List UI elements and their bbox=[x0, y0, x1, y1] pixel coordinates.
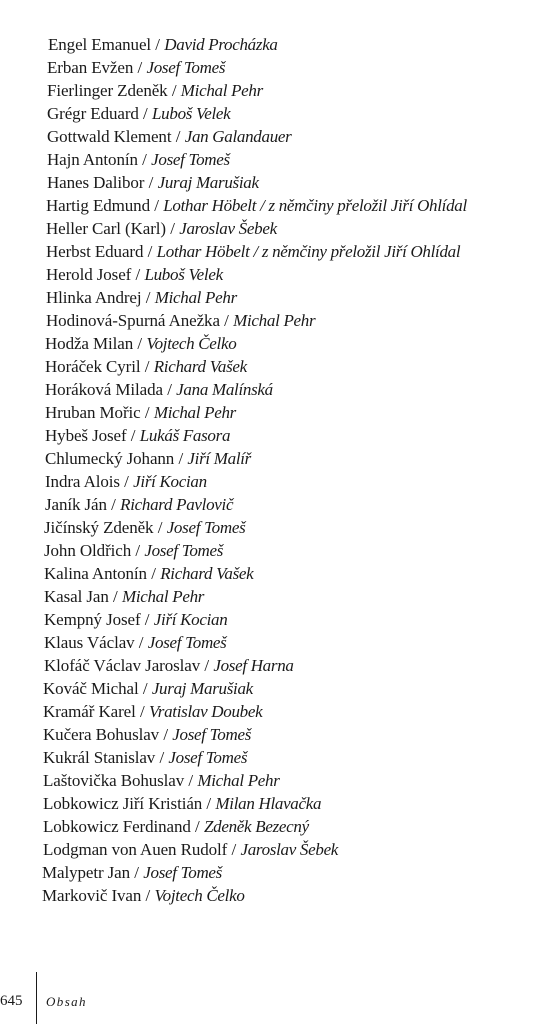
person-name: Hartig Edmund bbox=[46, 196, 150, 215]
contents-entry bbox=[0, 539, 556, 562]
entry-author: Michal Pehr bbox=[153, 403, 236, 422]
contents-entry bbox=[0, 654, 556, 677]
contents-entry bbox=[0, 861, 556, 884]
contents-entry bbox=[0, 79, 556, 102]
person-name: Kramář Karel bbox=[43, 702, 136, 721]
person-name: Engel Emanuel bbox=[48, 35, 152, 54]
contents-entry bbox=[0, 102, 556, 125]
separator: / bbox=[190, 817, 204, 836]
person-name: Klaus Václav bbox=[44, 633, 135, 652]
entry-author: Josef Tomeš bbox=[172, 725, 252, 744]
contents-entry bbox=[0, 562, 556, 585]
separator: / bbox=[200, 656, 214, 675]
contents-entry bbox=[0, 148, 556, 171]
separator: / bbox=[143, 242, 157, 261]
person-name: Grégr Eduard bbox=[47, 104, 139, 123]
separator: / bbox=[138, 679, 152, 698]
entry-author: Michal Pehr bbox=[233, 311, 316, 330]
contents-list bbox=[0, 33, 556, 907]
person-name: John Oldřich bbox=[44, 541, 132, 560]
separator: / bbox=[130, 863, 144, 882]
entry-author: Jana Malínská bbox=[176, 380, 273, 399]
entry-author: Juraj Marušiak bbox=[157, 173, 259, 192]
separator: / bbox=[162, 380, 177, 399]
entry-author: Vojtech Čelko bbox=[154, 886, 245, 905]
person-name: Hlinka Andrej bbox=[46, 288, 142, 307]
contents-entry bbox=[0, 286, 556, 309]
separator: / bbox=[138, 104, 153, 123]
entry-author: Lothar Höbelt / z němčiny přeložil Jiří Ohlídal bbox=[163, 196, 467, 215]
entry-author: Josef Tomeš bbox=[144, 541, 224, 560]
separator: / bbox=[140, 403, 154, 422]
contents-entry bbox=[0, 309, 556, 332]
person-name: Lobkowicz Ferdinand bbox=[43, 817, 191, 836]
entry-author: Michal Pehr bbox=[197, 771, 280, 790]
person-name: Kalina Antonín bbox=[44, 564, 147, 583]
contents-entry bbox=[0, 815, 556, 838]
person-name: Markovič Ivan bbox=[42, 886, 142, 905]
person-name: Janík Ján bbox=[45, 495, 107, 514]
person-name: Kempný Josef bbox=[44, 610, 141, 629]
person-name: Hybeš Josef bbox=[45, 426, 127, 445]
entry-author: Jaroslav Šebek bbox=[240, 840, 339, 859]
person-name: Kukrál Stanislav bbox=[43, 748, 156, 767]
contents-entry bbox=[0, 240, 556, 263]
entry-author: Michal Pehr bbox=[121, 587, 205, 606]
entry-author: Lukáš Fasora bbox=[139, 426, 231, 445]
contents-entry bbox=[0, 631, 556, 654]
entry-author: Luboš Velek bbox=[144, 265, 223, 284]
person-name: Indra Alois bbox=[45, 472, 120, 491]
contents-entry bbox=[0, 171, 556, 194]
separator: / bbox=[184, 771, 198, 790]
separator: / bbox=[167, 81, 181, 100]
contents-entry bbox=[0, 33, 556, 56]
entry-author: Juraj Marušiak bbox=[151, 679, 253, 698]
contents-entry bbox=[0, 125, 556, 148]
person-name: Chlumecký Johann bbox=[45, 449, 175, 468]
separator: / bbox=[140, 610, 154, 629]
entry-author: Michal Pehr bbox=[180, 81, 263, 100]
separator: / bbox=[126, 426, 140, 445]
entry-author: Michal Pehr bbox=[154, 288, 237, 307]
person-name: Hodinová-Spurná Anežka bbox=[46, 311, 220, 330]
contents-entry bbox=[0, 378, 556, 401]
entry-author: Zdeněk Bezecný bbox=[204, 817, 309, 836]
person-name: Jičínský Zdeněk bbox=[44, 518, 154, 537]
contents-entry bbox=[0, 263, 556, 286]
entry-author: Jiří Kocian bbox=[133, 472, 207, 491]
contents-entry bbox=[0, 792, 556, 815]
separator: / bbox=[133, 58, 147, 77]
contents-entry bbox=[0, 56, 556, 79]
entry-author: Josef Tomeš bbox=[147, 633, 227, 652]
separator: / bbox=[141, 886, 155, 905]
entry-author: Josef Tomeš bbox=[166, 518, 246, 537]
person-name: Laštovička Bohuslav bbox=[43, 771, 185, 790]
entry-author: Josef Tomeš bbox=[168, 748, 248, 767]
entry-author: Jaroslav Šebek bbox=[179, 219, 277, 238]
separator: / bbox=[174, 449, 188, 468]
person-name: Hajn Antonín bbox=[47, 150, 138, 169]
person-name: Herold Josef bbox=[46, 265, 132, 284]
entry-author: Jiří Kocian bbox=[153, 610, 228, 629]
separator: / bbox=[165, 219, 180, 238]
entry-author: Richard Vašek bbox=[153, 357, 247, 376]
contents-entry bbox=[0, 355, 556, 378]
contents-entry bbox=[0, 332, 556, 355]
separator: / bbox=[135, 702, 149, 721]
entry-author: Richard Pavlovič bbox=[120, 495, 234, 514]
contents-entry bbox=[0, 424, 556, 447]
separator: / bbox=[131, 265, 145, 284]
entry-author: Vratislav Doubek bbox=[148, 702, 263, 721]
person-name: Kováč Michal bbox=[43, 679, 139, 698]
person-name: Gottwald Klement bbox=[47, 127, 172, 146]
section-title: Obsah bbox=[46, 994, 87, 1009]
contents-entry bbox=[0, 884, 556, 907]
contents-entry bbox=[0, 585, 556, 608]
page-number: 645 bbox=[0, 993, 23, 1009]
separator: / bbox=[119, 472, 134, 491]
separator: / bbox=[153, 518, 167, 537]
person-name: Horáček Cyril bbox=[45, 357, 141, 376]
separator: / bbox=[134, 633, 148, 652]
person-name: Hruban Mořic bbox=[45, 403, 141, 422]
person-name: Lodgman von Auen Rudolf bbox=[43, 840, 228, 859]
contents-entry bbox=[0, 194, 556, 217]
person-name: Klofáč Václav Jaroslav bbox=[44, 656, 201, 675]
person-name: Kučera Bohuslav bbox=[43, 725, 160, 744]
contents-entry bbox=[0, 769, 556, 792]
page-footer bbox=[0, 972, 556, 1024]
contents-entry bbox=[0, 700, 556, 723]
person-name: Malypetr Jan bbox=[42, 863, 131, 882]
contents-entry bbox=[0, 447, 556, 470]
separator: / bbox=[219, 311, 234, 330]
contents-entry bbox=[0, 608, 556, 631]
separator: / bbox=[150, 196, 164, 215]
contents-entry bbox=[0, 401, 556, 424]
person-name: Fierlinger Zdeněk bbox=[47, 81, 168, 100]
contents-entry bbox=[0, 470, 556, 493]
separator: / bbox=[227, 840, 241, 859]
person-name: Lobkowicz Jiří Kristián bbox=[43, 794, 203, 813]
entry-author: Josef Tomeš bbox=[143, 863, 222, 882]
separator: / bbox=[106, 495, 121, 514]
separator: / bbox=[131, 541, 145, 560]
person-name: Hanes Dalibor bbox=[47, 173, 145, 192]
person-name: Heller Carl (Karl) bbox=[46, 219, 166, 238]
separator: / bbox=[137, 150, 152, 169]
person-name: Horáková Milada bbox=[45, 380, 163, 399]
person-name: Herbst Eduard bbox=[46, 242, 144, 261]
contents-entry bbox=[0, 677, 556, 700]
contents-entry bbox=[0, 838, 556, 861]
separator: / bbox=[108, 587, 122, 606]
person-name: Erban Evžen bbox=[47, 58, 134, 77]
entry-author: Jan Galandauer bbox=[184, 127, 292, 146]
contents-entry bbox=[0, 516, 556, 539]
separator: / bbox=[146, 564, 161, 583]
entry-author: Milan Hlavačka bbox=[215, 794, 322, 813]
entry-author: Josef Tomeš bbox=[151, 150, 230, 169]
separator: / bbox=[171, 127, 185, 146]
separator: / bbox=[140, 357, 154, 376]
separator: / bbox=[202, 794, 216, 813]
contents-entry bbox=[0, 493, 556, 516]
person-name: Kasal Jan bbox=[44, 587, 109, 606]
separator: / bbox=[141, 288, 155, 307]
entry-author: Jiří Malíř bbox=[187, 449, 252, 468]
contents-entry bbox=[0, 746, 556, 769]
separator: / bbox=[155, 748, 169, 767]
footer-divider bbox=[36, 972, 37, 1024]
entry-author: Vojtech Čelko bbox=[146, 334, 237, 353]
separator: / bbox=[159, 725, 173, 744]
separator: / bbox=[144, 173, 158, 192]
entry-author: Josef Harna bbox=[213, 656, 294, 675]
entry-author: Richard Vašek bbox=[160, 564, 254, 583]
entry-author: Luboš Velek bbox=[152, 104, 231, 123]
entry-author: David Procházka bbox=[164, 35, 278, 54]
contents-entry bbox=[0, 217, 556, 240]
person-name: Hodža Milan bbox=[45, 334, 134, 353]
separator: / bbox=[151, 35, 165, 54]
entry-author: Josef Tomeš bbox=[146, 58, 226, 77]
entry-author: Lothar Höbelt / z němčiny přeložil Jiří Ohlídal bbox=[156, 242, 461, 261]
separator: / bbox=[133, 334, 147, 353]
contents-entry bbox=[0, 723, 556, 746]
